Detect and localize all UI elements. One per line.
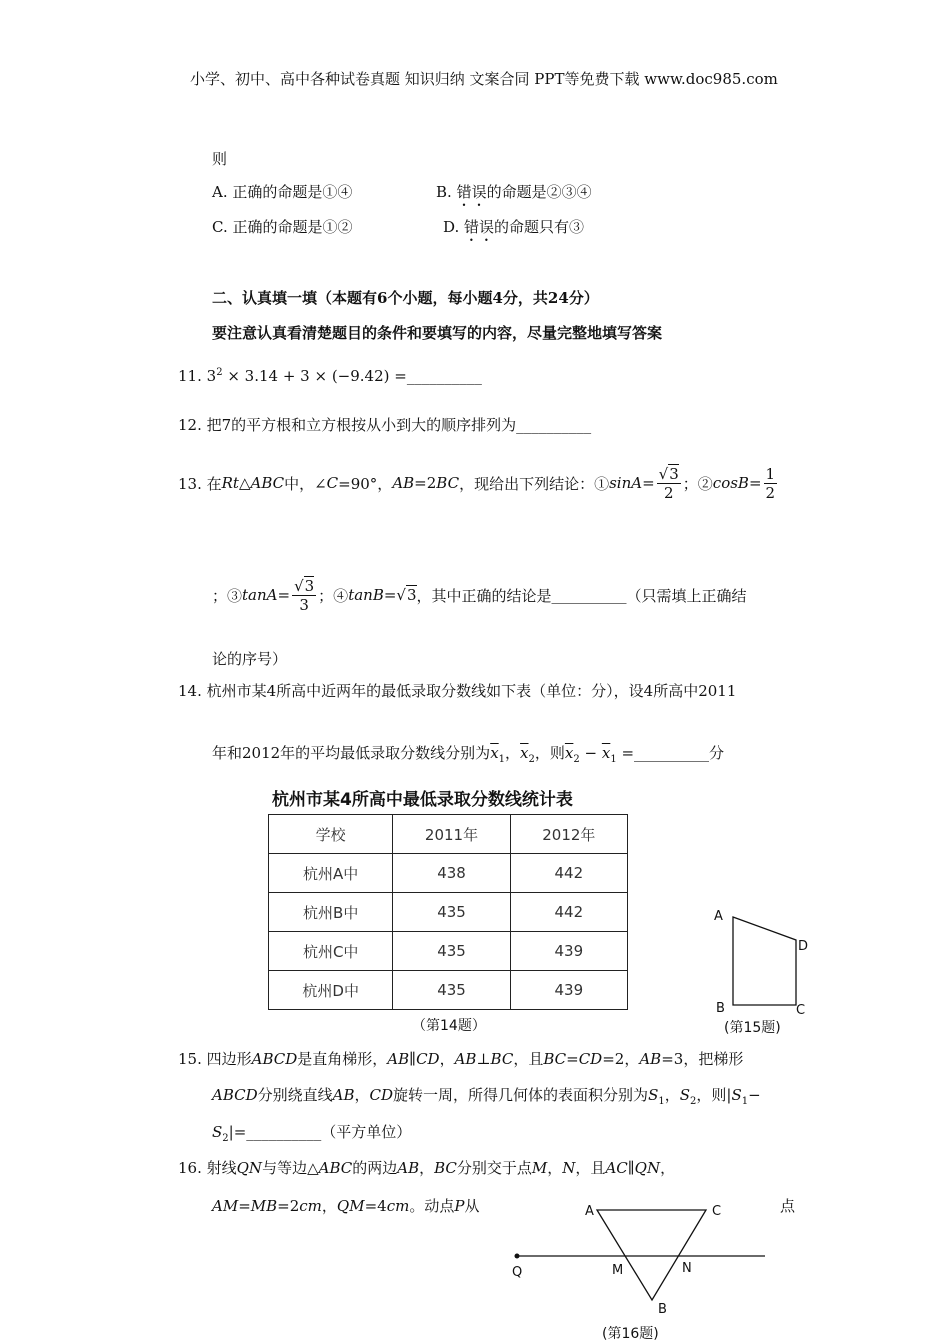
header-2012: 2012年 (510, 815, 627, 854)
equilateral-triangle (597, 1210, 706, 1300)
point-q (515, 1254, 520, 1259)
cell-2012: 442 (510, 854, 627, 893)
question-11: 11. $3^2 \times 3.14 + 3 \times (-9.42)$ =__________ (178, 367, 482, 385)
label-d: D (798, 939, 809, 954)
label-a: A (714, 909, 723, 924)
label-q: Q (512, 1265, 523, 1280)
question-14-line1: 14. 杭州市某4所高中近两年的最低录取分数线如下表（单位：分），设4所高中2011 (178, 682, 737, 700)
question-15-line2: ABCD分别绕直线AB，CD旋转一周，所得几何体的表面积分别为$S_1$，$S_2$，则$|S_1-$ (212, 1086, 761, 1107)
q10-option-a: A. 正确的命题是①④ (212, 183, 353, 201)
section2-title: 二、认真填一填（本题有6个小题，每小题4分，共24分） (212, 289, 599, 307)
label-b: B (658, 1302, 667, 1317)
question-16-line2: AM=MB=2cm，QM=4cm。动点P从 (212, 1197, 480, 1215)
label-c: C (712, 1204, 722, 1219)
trapezoid-shape (733, 917, 796, 1005)
label-n: N (682, 1261, 692, 1276)
question-13-line2: ；③ tanA = $\frac{√3}{3}$ ；④ tanB = √3 ，其中正确的结论是 __________ （只需填上正确结 (212, 576, 747, 614)
figure-15-trapezoid (700, 900, 820, 1040)
question-16-line1: 16. 射线QN与等边△ABC的两边AB，BC分别交于点M，N，且AC∥QN， (178, 1159, 676, 1177)
label-m: M (612, 1263, 624, 1278)
table-row (269, 854, 628, 893)
cell-2011: 435 (393, 893, 510, 932)
frac-sqrt3-over-3: $\frac{√3}{3}$ (294, 576, 315, 614)
question-15-line3: $S_2|=\_\_\_\_\_\_\_\_\_\_$（平方单位） (212, 1123, 412, 1144)
table-row (269, 932, 628, 971)
cell-2012: 439 (510, 932, 627, 971)
table-title: 杭州市某4所高中最低录取分数线统计表 (272, 790, 573, 810)
header-2011: 2011年 (393, 815, 510, 854)
figure-16-triangle (500, 1195, 780, 1344)
frac-1-over-2: $\frac{1}{2}$ (765, 464, 776, 502)
figure-15-caption: (第15题) (724, 1020, 781, 1036)
question-12: 12. 把7的平方根和立方根按从小到大的顺序排列为__________ (178, 416, 592, 434)
cell-school: 杭州D中 (269, 971, 393, 1010)
page-header: 小学、初中、高中各种试卷真题 知识归纳 文案合同 PPT等免费下载 www.doc985.com (190, 70, 778, 88)
question-16-line2-tail: 点 (780, 1197, 796, 1215)
cell-school: 杭州A中 (269, 854, 393, 893)
q10-option-b: B. 错误的命题是②③④ (436, 183, 592, 201)
question-15-line1: 15. 四边形ABCD是直角梯形，AB∥CD，AB⊥BC，且BC=CD=2，AB=3，把梯形 (178, 1050, 744, 1068)
frac-sqrt3-over-2: $\frac{√3}{2}$ (658, 464, 679, 502)
label-c: C (796, 1003, 806, 1018)
cell-school: 杭州B中 (269, 893, 393, 932)
q10-lead: 则 (212, 150, 228, 168)
cell-2012: 439 (510, 971, 627, 1010)
table-row (269, 893, 628, 932)
table-header-row (269, 815, 628, 854)
q10-option-c: C. 正确的命题是①② (212, 218, 353, 236)
question-14-line2: 年和2012年的平均最低录取分数线分别为$\overline{x}_1$，$\overline{x}_2$，则$\overline{x}_2 - \overline{x}_1$ =__________分 (212, 744, 725, 765)
header-school: 学校 (269, 815, 393, 854)
q10-option-d: D. 错误的命题只有③ (443, 218, 585, 236)
question-13-line3: 论的序号） (212, 650, 288, 668)
table-row (269, 971, 628, 1010)
cell-school: 杭州C中 (269, 932, 393, 971)
table-caption: （第14题） (412, 1018, 486, 1034)
label-a: A (585, 1204, 594, 1219)
question-13-line1: 13. 在 Rt△ABC 中，∠ C =90°， AB =2 BC ，现给出下列结论：① sinA = $\frac{√3}{2}$ ；② cosB = $\frac{1}{2}$ (178, 464, 776, 502)
label-b: B (716, 1001, 725, 1016)
section2-instruction: 要注意认真看清楚题目的条件和要填写的内容，尽量完整地填写答案 (212, 324, 663, 342)
cell-2011: 435 (393, 932, 510, 971)
cell-2011: 435 (393, 971, 510, 1010)
figure-16-caption: (第16题) (602, 1326, 659, 1342)
cell-2011: 438 (393, 854, 510, 893)
score-table (268, 814, 628, 1010)
cell-2012: 442 (510, 893, 627, 932)
